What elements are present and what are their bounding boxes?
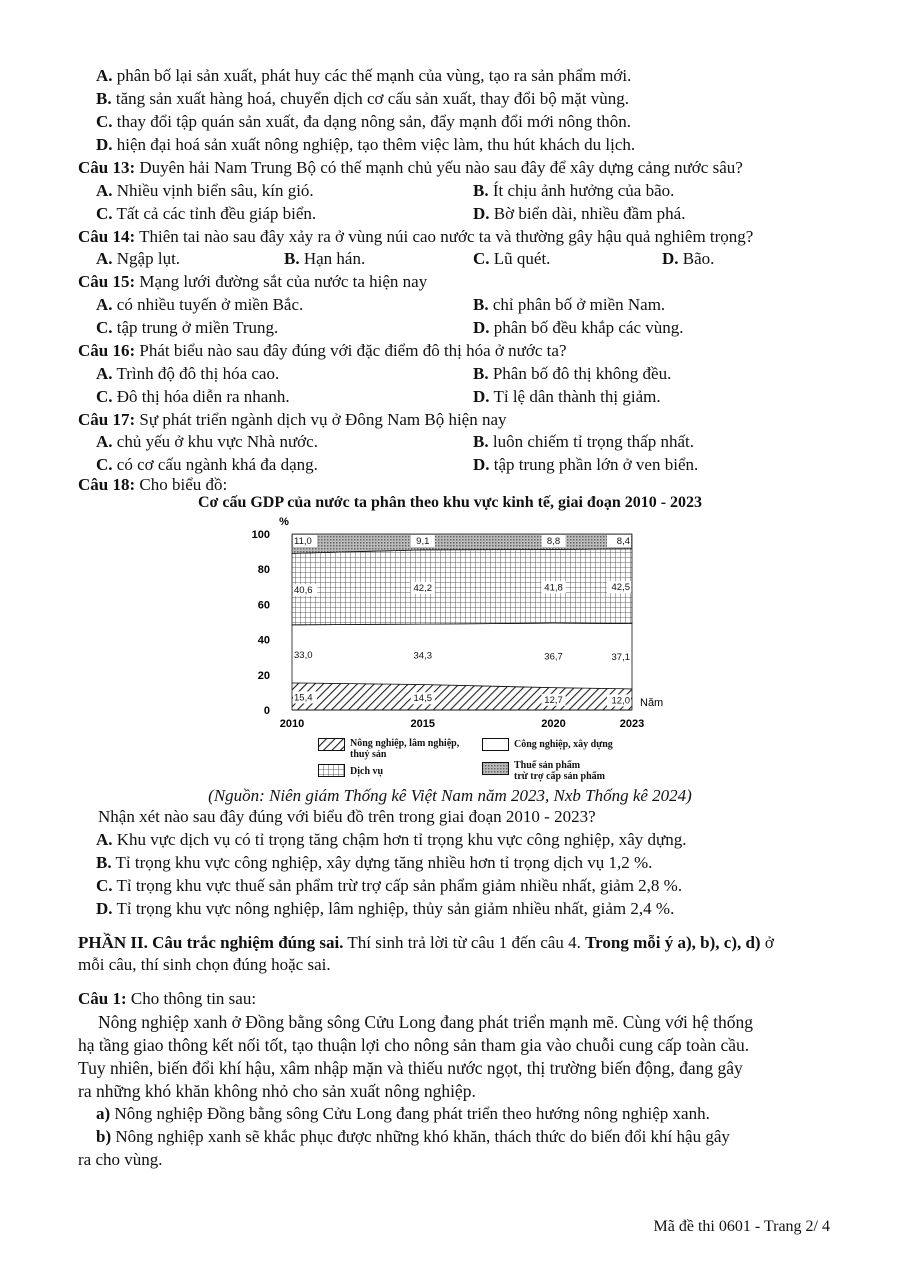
part2-heading: [78, 932, 774, 954]
data-label: 14,5: [413, 693, 433, 705]
option-text: chỉ phân bố ở miền Nam.: [488, 295, 666, 314]
option-text: Nông nghiệp Đồng bằng sông Cửu Long đang phát triển theo hướng nông nghiệp xanh.: [110, 1104, 710, 1123]
industry-area: [292, 623, 632, 689]
q14-option-c: [473, 248, 550, 270]
option-letter: B.: [284, 249, 300, 268]
legend-label: thuỷ sản: [350, 749, 387, 760]
y-tick-label: 20: [257, 669, 270, 682]
p2-q1-stem: [78, 988, 256, 1010]
option-text: Ít chịu ảnh hưởng của bão.: [488, 181, 675, 200]
q15-option-b: [473, 294, 665, 316]
option-letter: A.: [96, 364, 113, 383]
option-text: Nhiều vịnh biển sâu, kín gió.: [112, 181, 314, 200]
option-letter: D.: [96, 135, 113, 154]
q12-option-b: [96, 88, 629, 110]
q16-option-d: [473, 386, 661, 408]
question-label: Câu 18:: [78, 475, 136, 494]
q15-option-d: [473, 317, 684, 339]
option-text: Tỉ trọng khu vực công nghiệp, xây dựng tăng nhiều hơn tỉ trọng dịch vụ 1,2 %.: [111, 853, 653, 872]
option-letter: D.: [662, 249, 679, 268]
q17-option-c: [96, 454, 318, 476]
data-label: 36,7: [544, 651, 563, 663]
option-text: tập trung ở miền Trung.: [112, 318, 279, 337]
option-letter: D.: [473, 204, 490, 223]
services-area: [292, 549, 632, 625]
data-label: 8,8: [546, 536, 561, 547]
question-text: Mạng lưới đường sắt của nước ta hiện nay: [135, 272, 428, 291]
option-text: Tỉ trọng khu vực nông nghiệp, lâm nghiệp, thủy sản giảm nhiều nhất, giảm 2,4 %.: [112, 899, 675, 918]
option-letter: C.: [96, 318, 113, 337]
option-text: có cơ cấu ngành khá đa dạng.: [112, 455, 318, 474]
q16-option-b: [473, 363, 671, 385]
y-tick-label: 40: [257, 634, 270, 647]
option-text: luôn chiếm tỉ trọng thấp nhất.: [488, 432, 694, 451]
option-letter: C.: [96, 455, 113, 474]
page-footer: Mã đề thi 0601 - Trang 2/ 4: [653, 1218, 830, 1235]
option-text: tập trung phần lớn ở ven biển.: [489, 455, 699, 474]
option-text: Lũ quét.: [489, 249, 551, 268]
option-letter: B.: [473, 295, 489, 314]
section-text: Thí sinh trả lời từ câu 1 đến câu 4.: [343, 933, 586, 952]
x-tick-label: 2020: [541, 718, 566, 730]
q16-stem: [78, 340, 567, 362]
q15-option-a: [96, 294, 303, 316]
q17-option-d: [473, 454, 698, 476]
y-axis-label: %: [279, 516, 289, 528]
question-label: Câu 1:: [78, 989, 127, 1008]
option-text: tăng sản xuất hàng hoá, chuyển dịch cơ cấu sản xuất, thay đổi bộ mặt vùng.: [111, 89, 630, 108]
section-text: ở: [760, 933, 774, 952]
question-text: Cho biểu đồ:: [135, 475, 228, 494]
legend-swatch-agri: [318, 738, 346, 752]
y-tick-label: 0: [263, 705, 270, 717]
option-text: phân bố đều khắp các vùng.: [489, 318, 684, 337]
option-letter: B.: [96, 853, 112, 872]
question-label: Câu 16:: [78, 341, 136, 360]
option-text: Khu vực dịch vụ có tỉ trọng tăng chậm hơn tỉ trọng khu vực công nghiệp, xây dựng.: [112, 830, 687, 849]
q14-option-a: [96, 248, 180, 270]
legend-agri: [350, 738, 459, 760]
q14-option-d: [662, 248, 714, 270]
legend-swatch-tax: [482, 762, 510, 776]
option-letter: C.: [96, 876, 113, 895]
option-letter: A.: [96, 66, 113, 85]
p2-q1-statement-a: [96, 1103, 710, 1125]
q14-option-b: [284, 248, 365, 270]
option-letter: C.: [96, 204, 113, 223]
data-label: 33,0: [294, 649, 313, 661]
question-text: Phát biểu nào sau đây đúng với đặc điểm đô thị hóa ở nước ta?: [135, 341, 567, 360]
option-text: Tỉ trọng khu vực thuế sản phẩm trừ trợ cấp sản phẩm giảm nhiều nhất, giảm 2,8 %.: [112, 876, 683, 895]
option-text: thay đổi tập quán sản xuất, đa dạng nông sản, đẩy mạnh đổi mới nông thôn.: [112, 112, 631, 131]
option-text: chủ yếu ở khu vực Nhà nước.: [112, 432, 318, 451]
section-title: PHẦN II. Câu trắc nghiệm đúng sai.: [78, 933, 344, 952]
option-letter: D.: [473, 455, 490, 474]
question-label: Câu 15:: [78, 272, 136, 291]
q17-option-b: [473, 431, 694, 453]
question-text: Cho thông tin sau:: [126, 989, 257, 1008]
x-axis-label: Năm: [640, 697, 664, 709]
data-label: 12,7: [544, 694, 563, 706]
option-letter: D.: [473, 387, 490, 406]
option-letter: A.: [96, 249, 113, 268]
legend-serv: Dịch vụ: [350, 766, 384, 777]
option-text: Trình độ đô thị hóa cao.: [112, 364, 280, 383]
p2-q1-para-3: Tuy nhiên, biến đổi khí hậu, xâm nhập mặn và thiếu nước ngọt, thị trường biến động, đang gây: [78, 1058, 743, 1078]
data-label: 12,0: [611, 695, 630, 707]
option-letter: D.: [473, 318, 490, 337]
q17-option-a: [96, 431, 318, 453]
option-text: Bão.: [678, 249, 715, 268]
option-text: Tỉ lệ dân thành thị giảm.: [489, 387, 661, 406]
q12-option-a: [96, 65, 631, 87]
legend-swatch-serv: [318, 764, 346, 778]
option-text: Ngập lụt.: [112, 249, 181, 268]
question-text: Sự phát triển ngành dịch vụ ở Đông Nam Bộ hiện nay: [135, 410, 507, 429]
y-tick-label: 60: [257, 599, 270, 612]
p2-q1-statement-b: [96, 1126, 730, 1148]
q13-stem: [78, 157, 743, 179]
question-label: Câu 14:: [78, 227, 136, 246]
legend-label: trừ trợ cấp sản phẩm: [514, 771, 605, 782]
p2-q1-para-2: hạ tầng giao thông kết nối tốt, tạo thuận lợi cho nông sản tham gia vào chuỗi cung cấp toàn cầu.: [78, 1035, 750, 1055]
option-text: phân bố lại sản xuất, phát huy các thế mạnh của vùng, tạo ra sản phẩm mới.: [112, 66, 632, 85]
option-text: Hạn hán.: [299, 249, 366, 268]
q15-option-c: [96, 317, 278, 339]
legend-ind: Công nghiệp, xây dựng: [514, 739, 613, 750]
option-letter: B.: [473, 364, 489, 383]
option-text: Đô thị hóa diễn ra nhanh.: [112, 387, 290, 406]
data-label: 34,3: [413, 650, 433, 662]
q18-option-d: [96, 898, 674, 920]
q18-option-c: [96, 875, 682, 897]
q12-option-d: [96, 134, 635, 156]
option-letter: B.: [473, 181, 489, 200]
data-label: 42,2: [413, 582, 433, 594]
option-letter: A.: [96, 295, 113, 314]
data-label: 41,8: [544, 582, 563, 594]
data-label: 40,6: [294, 585, 313, 597]
option-letter: C.: [96, 112, 113, 131]
gdp-structure-chart: [240, 512, 680, 792]
y-tick-label: 80: [257, 564, 270, 577]
option-letter: D.: [96, 899, 113, 918]
data-label: 11,0: [294, 536, 312, 547]
q12-option-c: [96, 111, 631, 133]
q13-option-c: [96, 203, 316, 225]
option-text: hiện đại hoá sản xuất nông nghiệp, tạo thêm việc làm, thu hút khách du lịch.: [112, 135, 636, 154]
option-text: Bờ biển dài, nhiều đầm phá.: [489, 204, 686, 223]
section-text-bold: Trong mỗi ý a), b), c), d): [585, 933, 761, 952]
question-label: Câu 13:: [78, 158, 136, 177]
data-label: 42,5: [611, 582, 630, 594]
q16-option-c: [96, 386, 290, 408]
q18-stem: [78, 474, 227, 496]
legend-label: Thuế sản phẩm: [514, 760, 581, 771]
q16-option-a: [96, 363, 279, 385]
option-text: Tất cả các tỉnh đều giáp biển.: [112, 204, 317, 223]
q18-option-b: [96, 852, 652, 874]
q15-stem: [78, 271, 427, 293]
p2-q1-para-4: ra những khó khăn không nhỏ cho sản xuất nông nghiệp.: [78, 1081, 476, 1101]
q13-option-d: [473, 203, 685, 225]
question-text: Thiên tai nào sau đây xảy ra ở vùng núi cao nước ta và thường gây hậu quả nghiêm trọng?: [135, 227, 754, 246]
question-text: Duyên hải Nam Trung Bộ có thế mạnh chủ yếu nào sau đây để xây dựng cảng nước sâu?: [135, 158, 743, 177]
legend-tax: [514, 760, 605, 782]
option-letter: A.: [96, 432, 113, 451]
option-letter: C.: [473, 249, 490, 268]
x-tick-label: 2010: [279, 718, 305, 730]
x-tick-label: 2015: [410, 718, 436, 730]
legend-label: Nông nghiệp, lâm nghiệp,: [350, 738, 460, 749]
question-label: Câu 17:: [78, 410, 136, 429]
data-label: 15,4: [294, 692, 313, 704]
x-tick-label: 2023: [619, 718, 645, 730]
option-text: Phân bố đô thị không đều.: [488, 364, 672, 383]
q17-stem: [78, 409, 507, 431]
chart-title: Cơ cấu GDP của nước ta phân theo khu vực kinh tế, giai đoạn 2010 - 2023: [197, 494, 703, 511]
p2-q1-para-1: Nông nghiệp xanh ở Đồng bằng sông Cửu Long đang phát triển mạnh mẽ. Cùng với hệ thống: [98, 1012, 753, 1032]
q13-option-a: [96, 180, 314, 202]
q18-option-a: [96, 829, 686, 851]
option-text: có nhiều tuyến ở miền Bắc.: [112, 295, 304, 314]
y-tick-label: 100: [251, 529, 270, 541]
q14-stem: [78, 226, 753, 248]
option-letter: B.: [473, 432, 489, 451]
p2-q1-statement-b-cont: ra cho vùng.: [78, 1150, 163, 1169]
option-letter: a): [96, 1104, 111, 1123]
option-letter: A.: [96, 830, 113, 849]
q13-option-b: [473, 180, 674, 202]
option-letter: A.: [96, 181, 113, 200]
option-text: Nông nghiệp xanh sẽ khắc phục được những khó khăn, thách thức do biến đổi khí hậu gây: [111, 1127, 730, 1146]
data-label: 8,4: [616, 536, 630, 547]
part2-line2: mỗi câu, thí sinh chọn đúng hoặc sai.: [78, 955, 331, 974]
option-letter: B.: [96, 89, 112, 108]
legend-swatch-ind: [482, 738, 510, 752]
option-letter: C.: [96, 387, 113, 406]
option-letter: b): [96, 1127, 112, 1146]
q18-question: Nhận xét nào sau đây đúng với biểu đồ trên trong giai đoạn 2010 - 2023?: [98, 807, 596, 826]
data-label: 37,1: [611, 652, 630, 664]
data-label: 9,1: [416, 536, 430, 547]
chart-source: (Nguồn: Niên giám Thống kê Việt Nam năm 2023, Nxb Thống kê 2024): [208, 786, 692, 805]
